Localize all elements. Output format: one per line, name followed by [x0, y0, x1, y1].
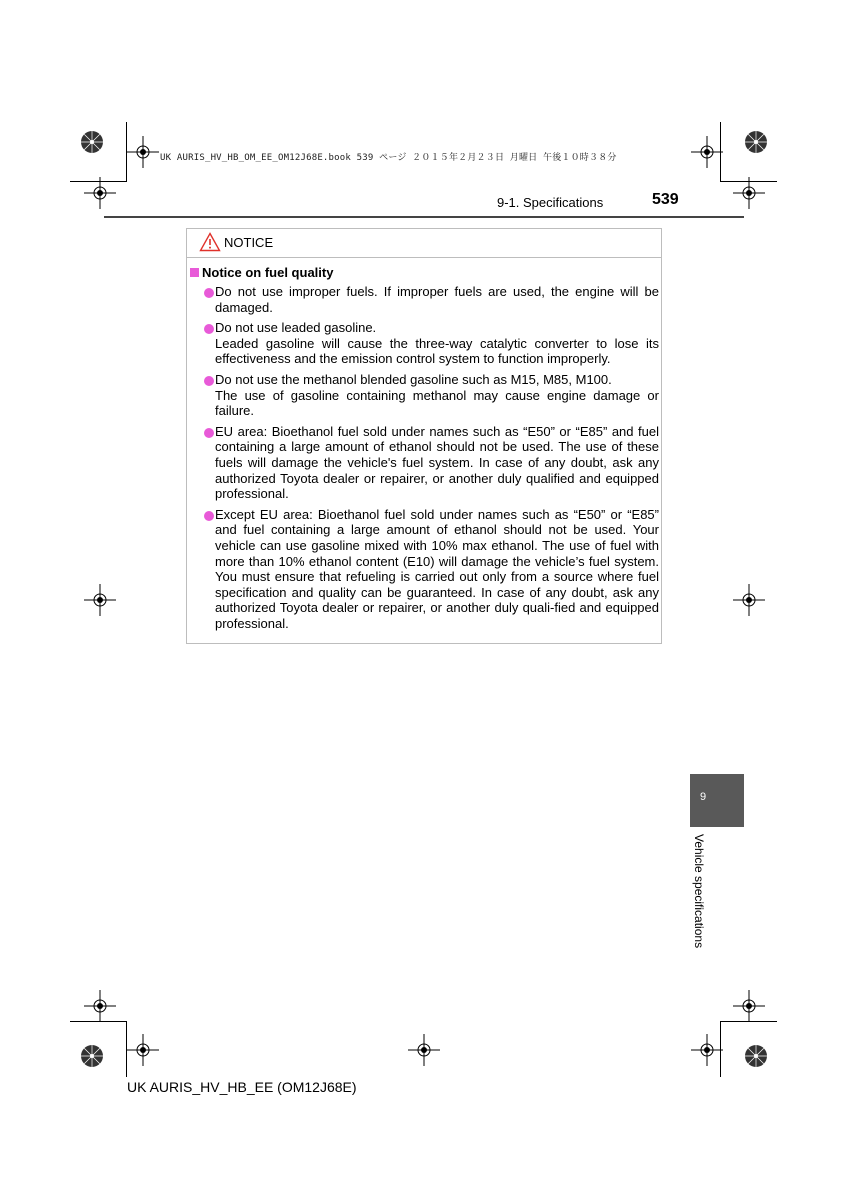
chapter-tab — [690, 774, 744, 827]
crosshair-mark-icon — [733, 584, 765, 616]
crosshair-mark-icon — [691, 136, 723, 168]
list-item — [201, 372, 659, 419]
heading-square-icon — [190, 268, 199, 277]
list-item-text: EU area: Bioethanol fuel sold under names such as “E50” or “E85” and fuel containing a large amount of ethanol should not be used. The use of these fuels will damage the vehicle's fuel system. In case of any doubt, ask any authorized Toyota dealer or repairer, or another duly qualified and equipped professional. — [215, 423, 659, 502]
crosshair-mark-icon — [84, 990, 116, 1022]
registration-rosette-icon — [744, 1044, 768, 1068]
notice-heading — [190, 265, 333, 280]
list-item-text: Do not use the methanol blended gasoline such as M15, M85, M100. The use of gasoline containing methanol may cause engine damage or failure. — [215, 371, 659, 419]
crosshair-mark-icon — [84, 584, 116, 616]
list-item — [201, 507, 659, 632]
list-item-text: Do not use improper fuels. If improper fuels are used, the engine will be damaged. — [215, 284, 659, 315]
section-title: 9-1. Specifications — [497, 195, 604, 210]
crosshair-mark-icon — [127, 136, 159, 168]
notice-header — [187, 229, 661, 258]
chapter-tab-number: 9 — [700, 791, 707, 803]
notice-box — [186, 228, 662, 644]
page-number: 539 — [652, 191, 679, 208]
header-divider — [104, 216, 744, 218]
list-item-text: Except EU area: Bioethanol fuel sold under names such as “E50” or “E85” and fuel containing a large amount of ethanol should not be used. Your vehicle can use gasoline mixed with 10% max ethanol. The use of fuel with more than 10% ethanol content (E10) will damage the vehicle’s fuel system. You must ensure that refueling is carried out only from a source where fuel specification and quality can be guaranteed. In case of any doubt, ask any authorized Toyota dealer or repairer, or another duly quali-fied and equipped professional. — [215, 506, 659, 631]
list-item-text: Do not use leaded gasoline. Leaded gasoline will cause the three-way catalytic converter to lose its effectiveness and the emission control system to function improperly. — [215, 320, 659, 367]
print-header: UK AURIS_HV_HB_OM_EE_OM12J68E.book 539 ページ ２０１５年２月２３日 月曜日 午後１０時３８分 — [160, 153, 617, 163]
crosshair-mark-icon — [691, 1034, 723, 1066]
list-item — [201, 320, 659, 367]
registration-rosette-icon — [80, 130, 104, 154]
list-item — [201, 284, 659, 315]
notice-heading-text: Notice on fuel quality — [202, 265, 334, 280]
registration-rosette-icon — [744, 130, 768, 154]
crosshair-mark-icon — [127, 1034, 159, 1066]
notice-list — [201, 284, 659, 636]
crosshair-mark-icon — [733, 177, 765, 209]
crosshair-mark-icon — [408, 1034, 440, 1066]
registration-rosette-icon — [80, 1044, 104, 1068]
bullet-dot-icon — [204, 288, 214, 298]
notice-label: NOTICE — [224, 235, 274, 250]
chapter-tab-label: Vehicle specifications — [692, 834, 706, 949]
bullet-dot-icon — [204, 376, 214, 386]
warning-triangle-icon — [199, 232, 221, 252]
crosshair-mark-icon — [84, 177, 116, 209]
footer-document-code: UK AURIS_HV_HB_EE (OM12J68E) — [127, 1079, 357, 1095]
bullet-dot-icon — [204, 511, 214, 521]
list-item — [201, 424, 659, 502]
crosshair-mark-icon — [733, 990, 765, 1022]
bullet-dot-icon — [204, 428, 214, 438]
